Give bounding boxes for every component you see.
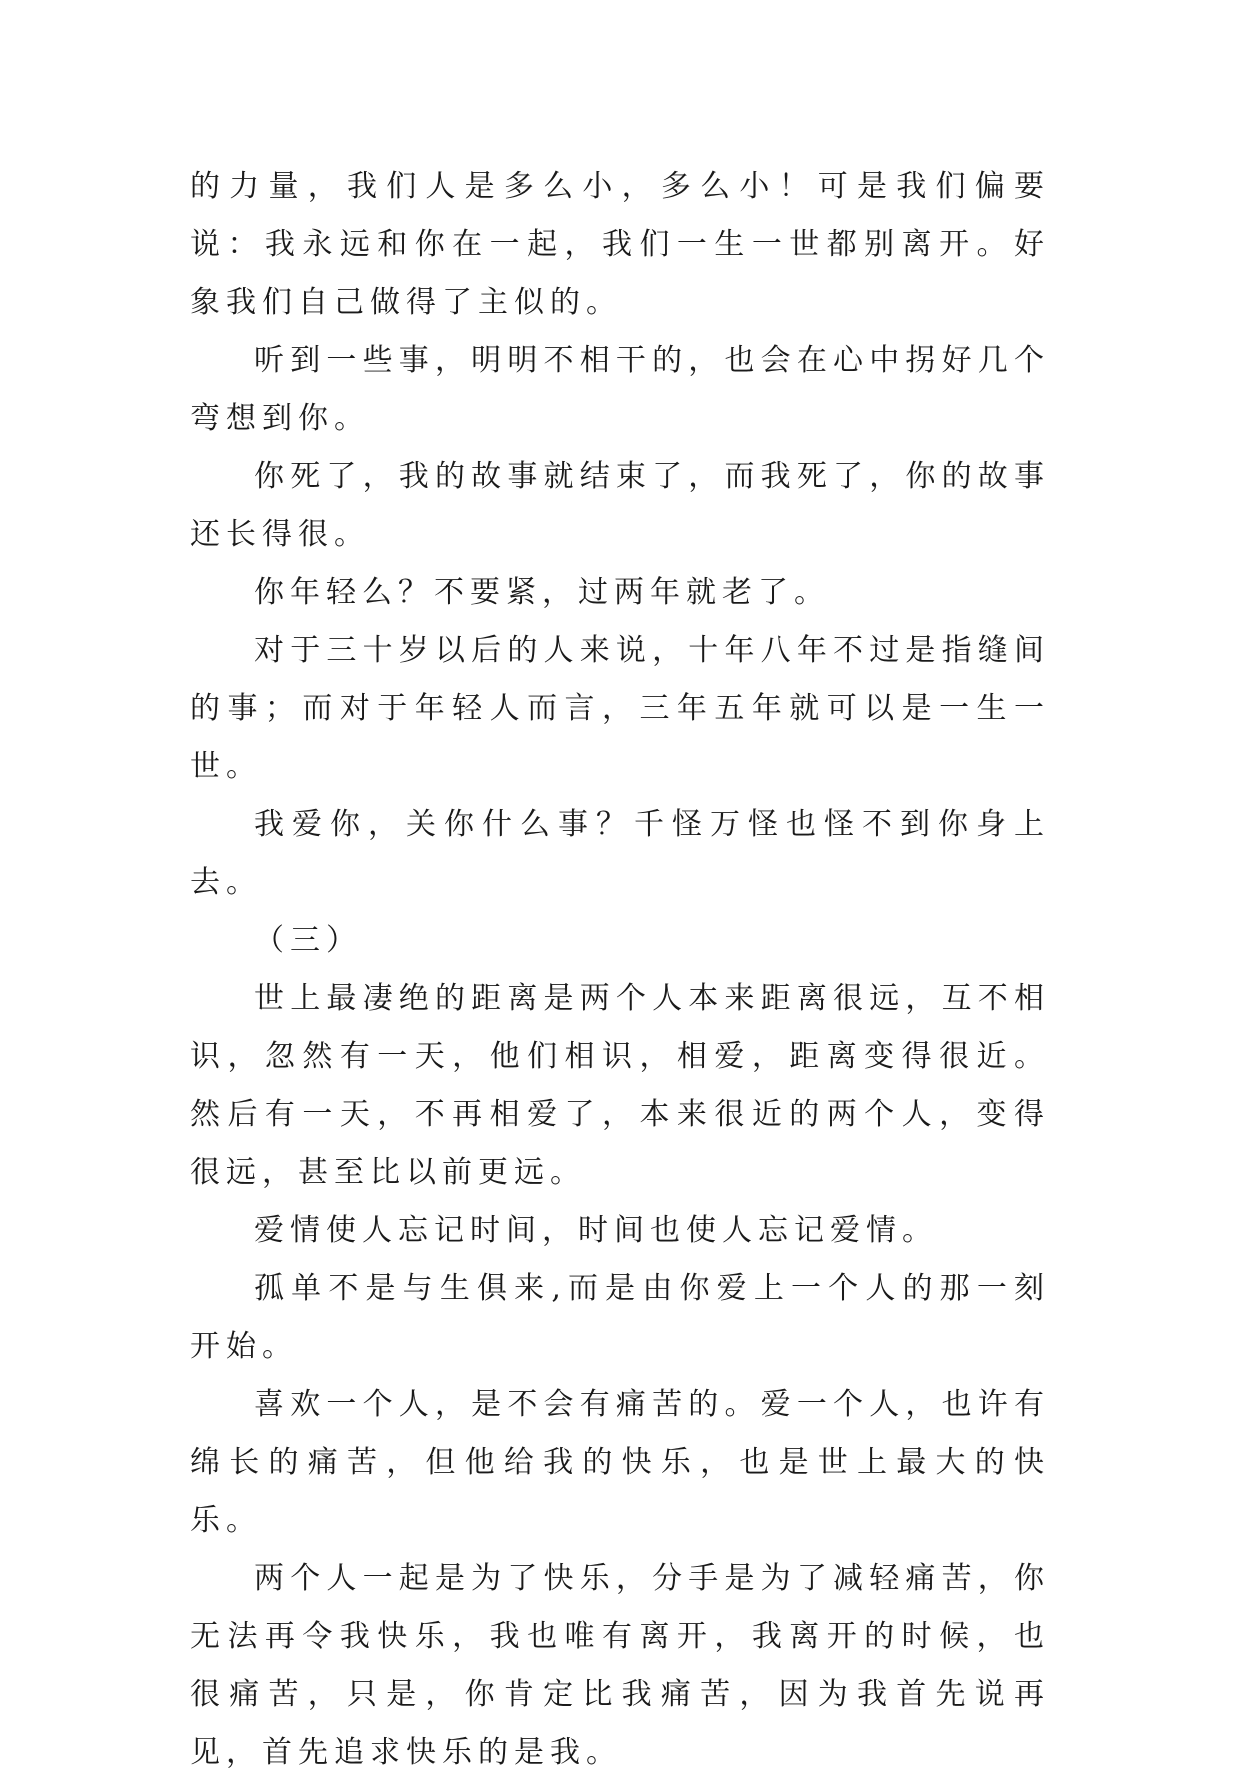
paragraph-10: 喜欢一个人，是不会有痛苦的。爱一个人，也许有绵长的痛苦，但他给我的快乐，也是世上最大的快乐。: [190, 1387, 1050, 1538]
document-body: [190, 158, 1050, 1782]
paragraph-9: 孤单不是与生俱来,而是由你爱上一个人的那一刻开始。: [190, 1271, 1050, 1364]
paragraph-3: 你死了，我的故事就结束了，而我死了，你的故事还长得很。: [190, 459, 1050, 552]
section-heading: （三）: [254, 923, 362, 958]
paragraph-4: 你年轻么？不要紧，过两年就老了。: [254, 575, 830, 610]
paragraph-11: 两个人一起是为了快乐，分手是为了减轻痛苦，你无法再令我快乐，我也唯有离开，我离开的时候，也很痛苦，只是，你肯定比我痛苦，因为我首先说再见，首先追求快乐的是我。: [190, 1561, 1050, 1770]
paragraph-1: 的力量，我们人是多么小，多么小！可是我们偏要说：我永远和你在一起，我们一生一世都别离开。好象我们自己做得了主似的。: [190, 169, 1050, 320]
paragraph-2: 听到一些事，明明不相干的，也会在心中拐好几个弯想到你。: [190, 343, 1050, 436]
paragraph-5: 对于三十岁以后的人来说，十年八年不过是指缝间的事；而对于年轻人而言，三年五年就可以是一生一世。: [190, 633, 1050, 784]
paragraph-7: 世上最凄绝的距离是两个人本来距离很远，互不相识，忽然有一天，他们相识，相爱，距离变得很近。然后有一天，不再相爱了，本来很近的两个人，变得很远，甚至比以前更远。: [190, 981, 1050, 1190]
paragraph-6: 我爱你，关你什么事？千怪万怪也怪不到你身上去。: [190, 807, 1050, 900]
paragraph-8: 爱情使人忘记时间，时间也使人忘记爱情。: [254, 1213, 938, 1248]
